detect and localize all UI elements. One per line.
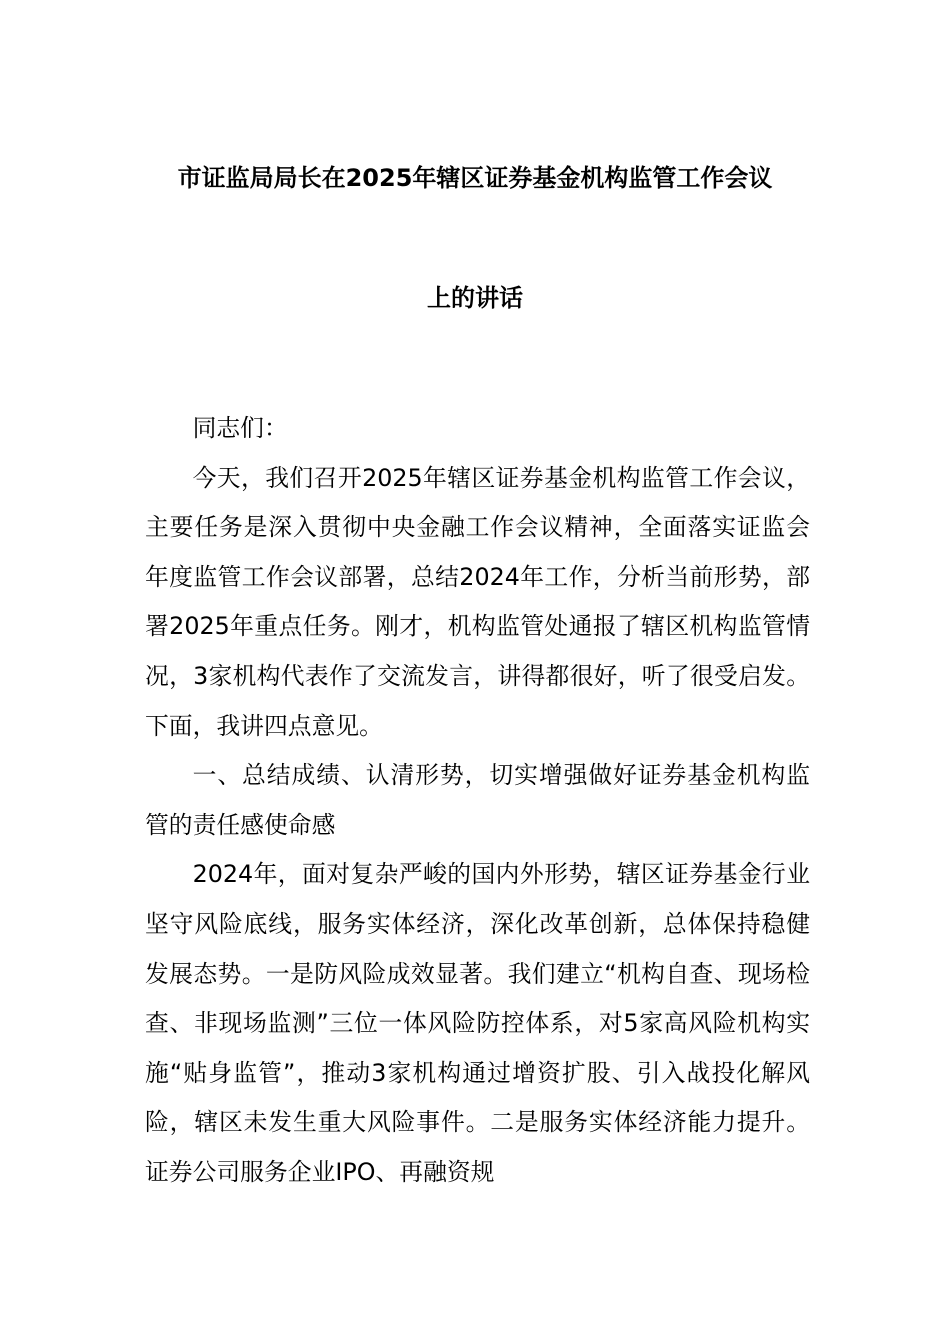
document-body xyxy=(145,404,810,1198)
opening-paragraph: 今天，我们召开2025年辖区证券基金机构监管工作会议，主要任务是深入贯彻中央金融工作会议精神，全面落实证监会年度监管工作会议部署，总结2024年工作，分析当前形势，部署2025年重点任务。刚才，机构监管处通报了辖区机构监管情况，3家机构代表作了交流发言，讲得都很好，听了很受启发。下面，我讲四点意见。 xyxy=(145,463,810,740)
salutation-paragraph: 同志们： xyxy=(192,414,288,442)
body-paragraph: 2024年，面对复杂严峻的国内外形势，辖区证券基金行业坚守风险底线，服务实体经济，深化改革创新，总体保持稳健发展态势。一是防风险成效显著。我们建立“机构自查、现场检查、非现场监测”三位一体风险防控体系，对5家高风险机构实施“贴身监管”，推动3家机构通过增资扩股、引入战投化解风险，辖区未发生重大风险事件。二是服务实体经济能力提升。证券公司服务企业IPO、再融资规 xyxy=(145,860,810,1186)
document-title-line-2: 上的讲话 xyxy=(427,284,523,312)
section-heading-1: 一、总结成绩、认清形势，切实增强做好证券基金机构监管的责任感使命感 xyxy=(145,761,810,839)
document-title-line-1: 市证监局局长在2025年辖区证券基金机构监管工作会议 xyxy=(177,164,773,192)
